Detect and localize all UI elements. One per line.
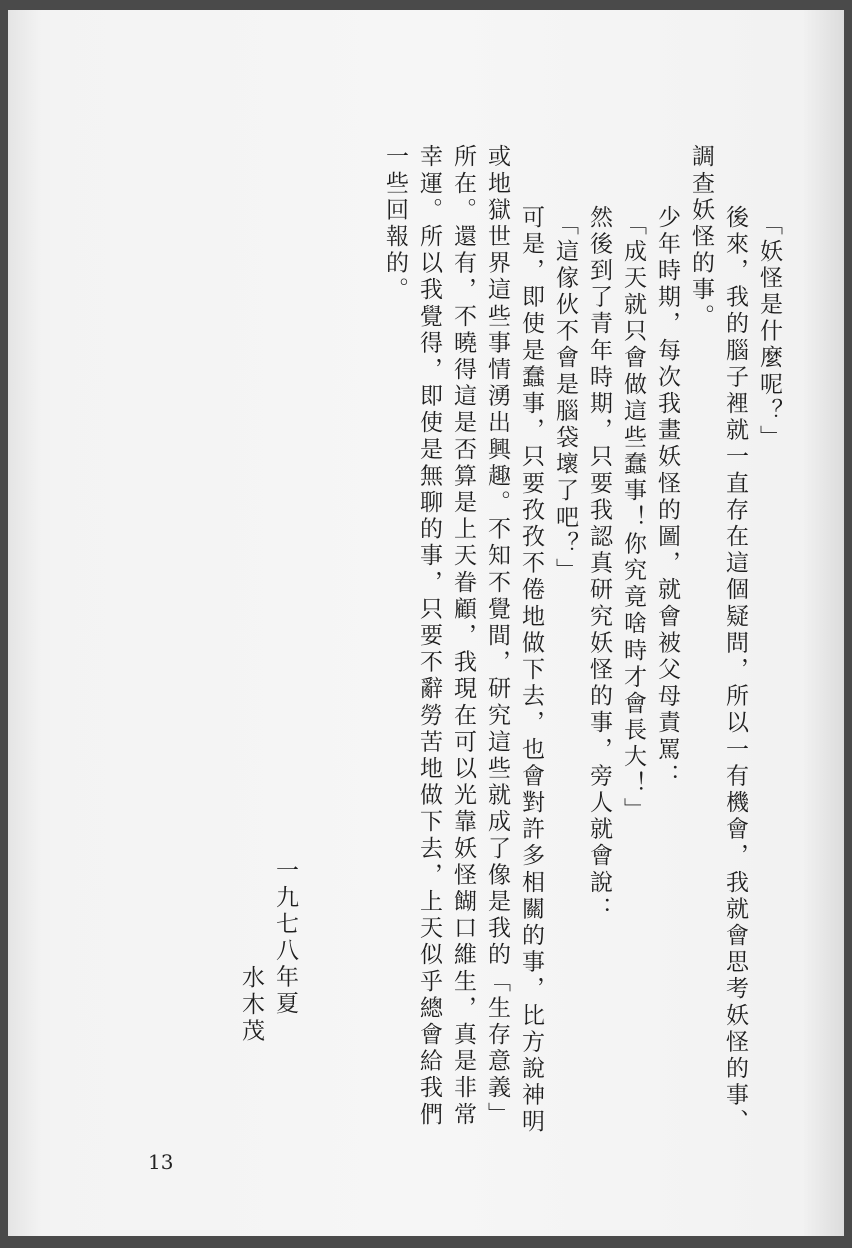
- text-column-5: 「成天就只會做這些蠢事！你究竟啥時才會長大！」: [620, 212, 646, 824]
- text-column-9: 或地獄世界這些事情湧出興趣。不知不覺間，研究這些就成了像是我的「生存意義」: [484, 144, 510, 1129]
- text-column-12: 一些回報的。: [382, 144, 408, 304]
- text-column-2: 後來，我的腦子裡就一直存在這個疑問，所以一有機會，我就會思考妖怪的事、: [722, 178, 748, 1136]
- text-column-6: 然後到了青年時期，只要我認真研究妖怪的事，旁人就會說：: [586, 178, 612, 923]
- text-column-7: 「這傢伙不會是腦袋壞了吧？」: [552, 212, 578, 585]
- text-column-4: 少年時期，每次我畫妖怪的圖，就會被父母責罵：: [654, 178, 680, 790]
- book-page: [8, 10, 844, 1236]
- text-column-10: 所在。還有，不曉得這是否算是上天眷顧，我現在可以光靠妖怪餬口維生，真是非常: [450, 144, 476, 1129]
- text-column-11: 幸運。所以我覺得，即使是無聊的事，只要不辭勞苦地做下去，上天似乎總會給我們: [416, 144, 442, 1129]
- signature-date: 一九七八年夏: [272, 858, 298, 1018]
- signature-author: 水木茂: [238, 965, 264, 1045]
- text-column-3: 調查妖怪的事。: [688, 144, 714, 331]
- text-column-8: 可是，即使是蠢事，只要孜孜不倦地做下去，也會對許多相關的事，比方說神明: [518, 178, 544, 1136]
- text-column-1: 「妖怪是什麼呢？」: [756, 212, 782, 452]
- page-number: 13: [148, 1150, 174, 1174]
